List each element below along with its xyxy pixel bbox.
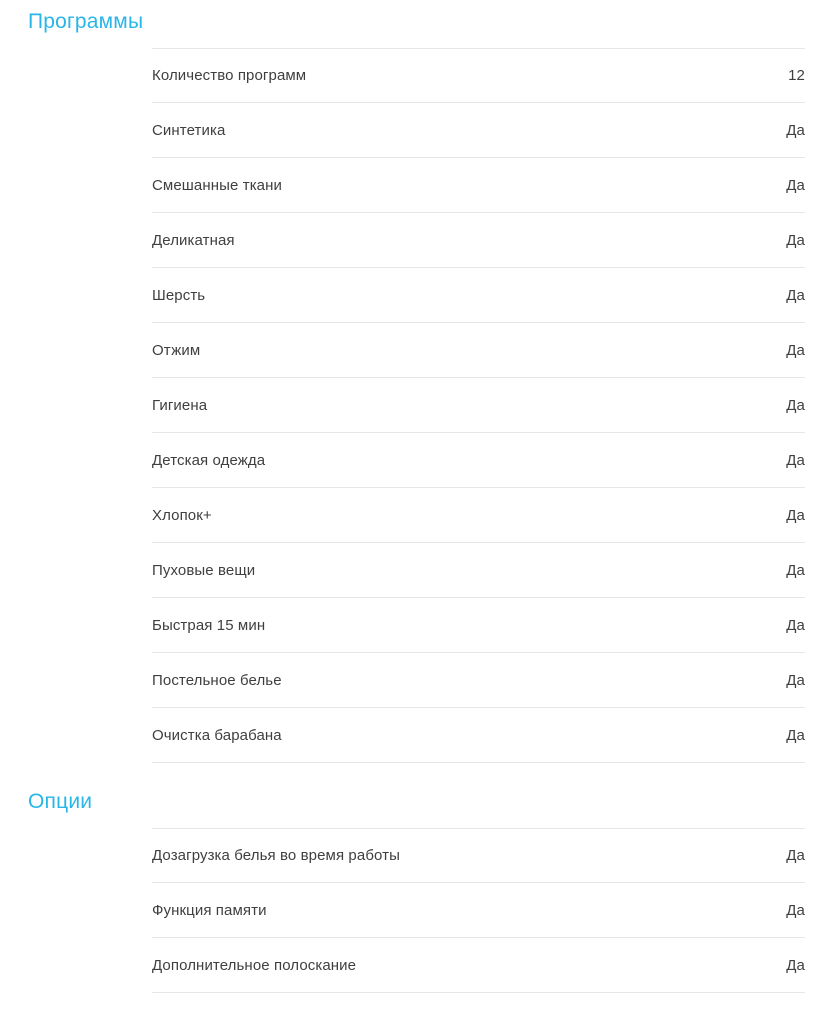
spec-label: Смешанные ткани <box>152 176 282 194</box>
table-row <box>152 433 805 488</box>
spec-label: Постельное белье <box>152 671 282 689</box>
spec-label: Шерсть <box>152 286 206 304</box>
table-row <box>152 598 805 653</box>
spec-value: Да <box>786 231 805 249</box>
spec-label: Отжим <box>152 341 201 359</box>
spec-value: Да <box>786 726 805 744</box>
spec-value: Да <box>786 847 805 864</box>
spec-value: Да <box>786 341 805 359</box>
spec-table-options <box>0 828 839 993</box>
table-row <box>152 708 805 763</box>
spec-label: Быстрая 15 мин <box>152 616 266 634</box>
table-row <box>152 48 805 103</box>
table-row <box>152 103 805 158</box>
spec-label: Количество программ <box>152 67 307 84</box>
table-row <box>152 828 805 883</box>
table-row <box>152 378 805 433</box>
table-row <box>152 883 805 938</box>
spec-value: Да <box>786 561 805 579</box>
spec-value: Да <box>786 616 805 634</box>
table-row <box>152 543 805 598</box>
table-row <box>152 653 805 708</box>
spec-label: Хлопок+ <box>152 506 212 524</box>
spec-label: Пуховые вещи <box>152 561 256 579</box>
spec-value: Да <box>786 121 805 139</box>
spec-value: 12 <box>788 67 805 84</box>
spec-table-programs <box>0 48 839 763</box>
spec-value: Да <box>786 176 805 194</box>
table-row <box>152 213 805 268</box>
spec-value: Да <box>786 451 805 469</box>
spec-label: Функция памяти <box>152 901 267 919</box>
section-title-options: Опции <box>28 790 93 813</box>
spec-label: Гигиена <box>152 396 208 414</box>
spec-value: Да <box>786 506 805 524</box>
table-row <box>152 488 805 543</box>
spec-label: Синтетика <box>152 121 226 139</box>
table-row <box>152 268 805 323</box>
spec-label: Очистка барабана <box>152 726 282 744</box>
table-row <box>152 323 805 378</box>
spec-label: Дополнительное полоскание <box>152 956 357 974</box>
spec-label: Детская одежда <box>152 451 266 469</box>
spec-value: Да <box>786 286 805 304</box>
section-options <box>0 785 839 993</box>
spec-value: Да <box>786 671 805 689</box>
table-row <box>152 938 805 993</box>
spec-label: Деликатная <box>152 231 235 249</box>
table-row <box>152 158 805 213</box>
spec-value: Да <box>786 396 805 414</box>
section-title-programs: Программы <box>28 10 144 33</box>
spec-value: Да <box>786 901 805 919</box>
spec-label: Дозагрузка белья во время работы <box>152 847 400 864</box>
spec-value: Да <box>786 956 805 974</box>
section-divider-space <box>0 763 839 785</box>
